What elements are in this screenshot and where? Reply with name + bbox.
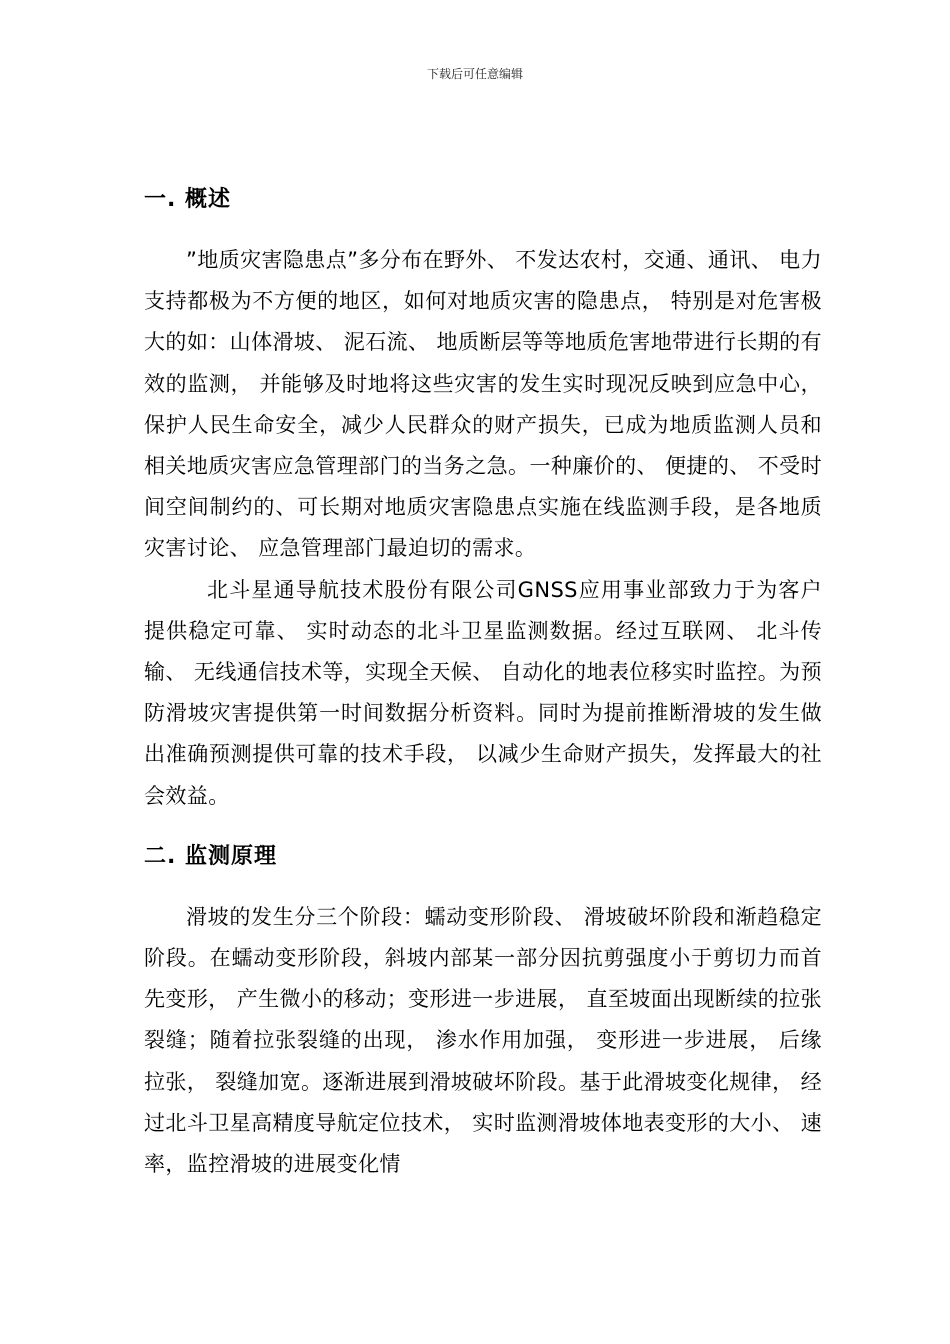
paragraph: 滑坡的发生分三个阶段：蠕动变形阶段、 滑坡破坏阶段和渐趋稳定阶段。在蠕动变形阶段，斜坡内部某一部分因抗剪强度小于剪切力而首先变形， 产生微小的移动；变形进一步进展， 直至坡面出现断续的拉张裂缝；随着拉张裂缝的出现， 渗水作用加强， 变形进一步进展， 后缘拉张， 裂缝加宽。逐渐进展到滑坡破坏阶段。基于此滑坡变化规律， 经过北斗卫星高精度导航定位技术， 实时监测滑坡体地表变形的大小、 速率，监控滑坡的进展变化情 [144,904,822,1177]
document-body [144,180,822,1185]
section-heading-principle: 二. 监测原理 [144,843,278,869]
page-header: 下载后可任意编辑 [426,67,523,81]
paragraph: ”地质灾害隐患点”多分布在野外、 不发达农村，交通、通讯、 电力支持都极为不方便的地区，如何对地质灾害的隐患点， 特别是对危害极大的如：山体滑坡、 泥石流、 地质断层等等地质危害地带进行长期的有效的监测， 并能够及时地将这些灾害的发生实时现况反映到应急中心，保护人民生命安全，减少人民群众的财产损失，已成为地质监测人员和相关地质灾害应急管理部门的当务之急。一种廉价的、 便捷的、 不受时间空间制约的、可长期对地质灾害隐患点实施在线监测手段，是各地质灾害讨论、 应急管理部门最迫切的需求。 [144,248,822,561]
paragraph: 北斗星通导航技术股份有限公司GNSS应用事业部致力于为客户提供稳定可靠、 实时动态的北斗卫星监测数据。经过互联网、 北斗传输、 无线通信技术等，实现全天候、 自动化的地表位移实时监控。为预防滑坡灾害提供第一时间数据分析资料。同时为提前推断滑坡的发生做出准确预测提供可靠的技术手段， 以减少生命财产损失，发挥最大的社会效益。 [144,577,822,808]
section-heading-overview: 一. 概述 [144,187,232,212]
